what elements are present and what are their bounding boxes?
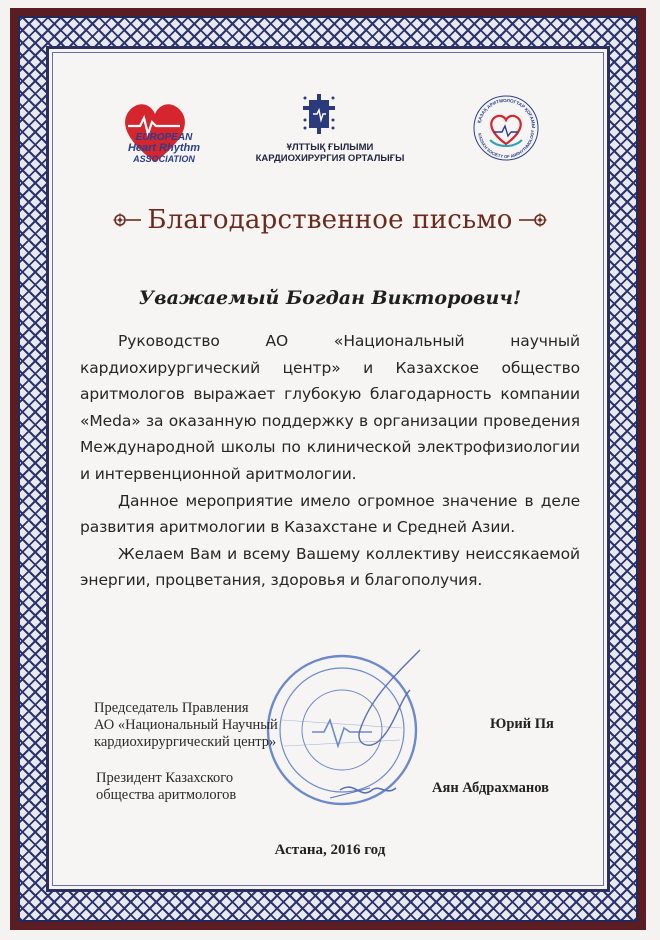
ehra-line3: ASSOCIATION bbox=[133, 154, 195, 164]
ehra-logo-text bbox=[118, 132, 210, 165]
title-row bbox=[80, 205, 580, 245]
left-ornament-icon bbox=[113, 212, 143, 228]
paragraph: Данное мероприятие имело огромное значение в деле развития аритмологии в Казахстане и Средней Азии. bbox=[80, 491, 580, 537]
signatory-2-name: Аян Абдрахманов bbox=[432, 780, 549, 796]
signatory-1-role-line2: АО «Национальный Научный bbox=[94, 717, 278, 733]
paragraph: Руководство АО «Национальный научный кардиохирургический центр» и Казахское общество аритмологов выражает глубокую благодарность компании «Meda» за оказанную поддержку в организации проведения Международной школы по клинической электрофизиологии и интервенционной аритмологии. bbox=[80, 332, 580, 483]
signatory-2-role bbox=[96, 770, 236, 804]
signatory-1-role-line1: Председатель Правления bbox=[94, 700, 249, 716]
center-line2: КАРДИОХИРУРГИЯ ОРТАЛЫҒЫ bbox=[255, 153, 405, 164]
ehra-line2: Heart Rhythm bbox=[127, 142, 201, 154]
letter-body bbox=[80, 328, 580, 594]
right-ornament-icon bbox=[517, 212, 547, 228]
place-and-date: Астана, 2016 год bbox=[274, 842, 386, 858]
signatory-2-role-line1: Президент Казахского bbox=[96, 770, 234, 786]
ehra-line1: EUROPEAN bbox=[135, 132, 193, 143]
kaz-logo-arc-top: ҚАЗАҚ АРИТМОЛОГТАР ҚОҒАМЫ bbox=[476, 97, 537, 129]
kaz-logo-arc-bottom: KAZAKH SOCIETY OF ARRHYTHMOLOGY bbox=[477, 129, 536, 160]
national-center-logo-text bbox=[230, 142, 430, 164]
national-center-logo-icon bbox=[299, 92, 339, 136]
kazakh-society-logo-icon bbox=[470, 92, 542, 164]
center-line1: ҰЛТТЫҚ ҒЫЛЫМИ bbox=[286, 142, 374, 153]
signatory-1-name: Юрий Пя bbox=[490, 716, 554, 732]
signatory-2-role-line2: общества аритмологов bbox=[96, 787, 237, 803]
salutation: Уважаемый Богдан Викторович! bbox=[138, 287, 522, 309]
paragraph: Желаем Вам и всему Вашему коллективу неиссякаемой энергии, процветания, здоровья и благополучия. bbox=[80, 544, 580, 590]
svg-text:ҚАЗАҚ АРИТМОЛОГТАР ҚОҒАМЫ bbox=[477, 98, 537, 129]
document-title: Благодарственное письмо bbox=[147, 205, 513, 235]
handwritten-signature-icon bbox=[300, 640, 440, 810]
signatory-1-role-line3: кардиохирургический центр» bbox=[94, 734, 277, 750]
signatory-1-role bbox=[94, 700, 278, 751]
